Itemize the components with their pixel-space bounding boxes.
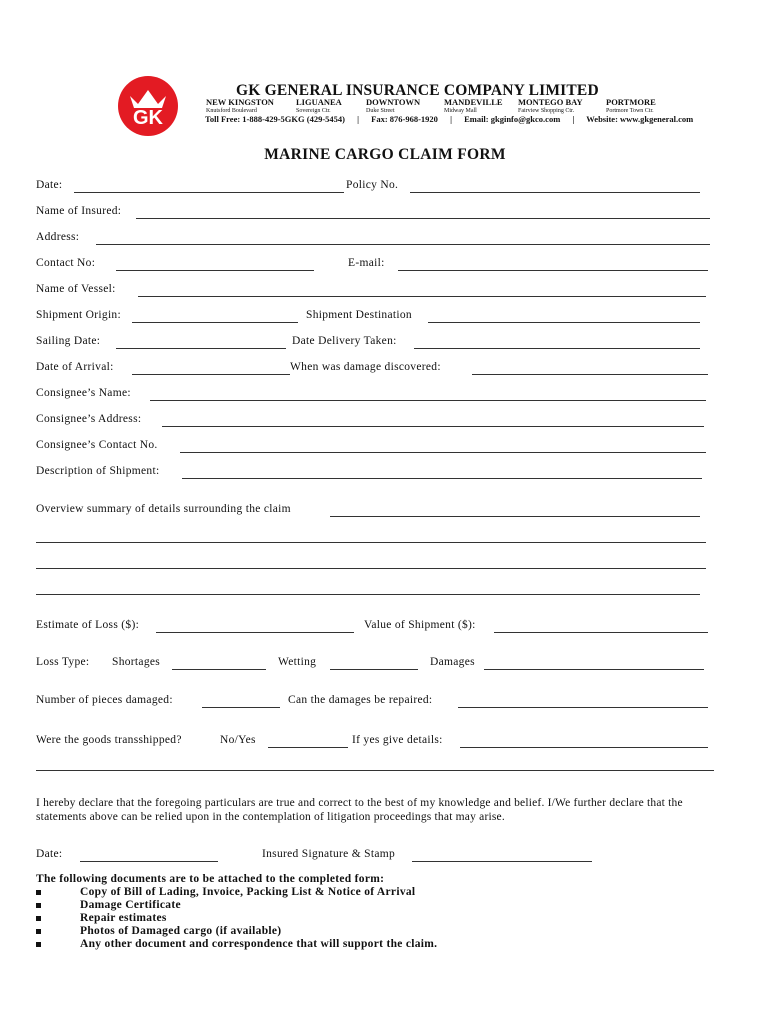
overview-line-2[interactable] xyxy=(36,568,706,569)
toll-free-number: Toll Free: 1-888-429-5GKG (429-5454) xyxy=(205,114,345,124)
signature-label: Insured Signature & Stamp xyxy=(262,848,396,860)
description-label: Description of Shipment: xyxy=(36,465,160,477)
details-label: If yes give details: xyxy=(352,734,443,746)
origin-label: Shipment Origin: xyxy=(36,309,121,321)
bullet-icon xyxy=(36,903,41,908)
fax-number: Fax: 876-968-1920 xyxy=(371,114,438,124)
date-field[interactable] xyxy=(74,192,344,193)
damages-label: Damages xyxy=(430,656,475,668)
sailing-field[interactable] xyxy=(116,348,286,349)
policy-label: Policy No. xyxy=(346,179,399,191)
damages-field[interactable] xyxy=(484,669,704,670)
location-downtown: DOWNTOWN Duke Street xyxy=(366,97,421,114)
consignee-contact-label: Consignee’s Contact No. xyxy=(36,439,158,451)
attachments-list xyxy=(36,886,437,951)
contact-label: Contact No: xyxy=(36,257,96,269)
consignee-name-label: Consignee’s Name: xyxy=(36,387,131,399)
insured-field[interactable] xyxy=(136,218,710,219)
damage-discovered-label: When was damage discovered: xyxy=(290,361,441,373)
origin-field[interactable] xyxy=(132,322,298,323)
wetting-label: Wetting xyxy=(278,656,317,668)
damage-discovered-field[interactable] xyxy=(472,374,708,375)
pieces-field[interactable] xyxy=(202,707,280,708)
insured-label: Name of Insured: xyxy=(36,205,122,217)
loss-type-label: Loss Type: xyxy=(36,656,90,668)
details-field[interactable] xyxy=(460,747,708,748)
value-label: Value of Shipment ($): xyxy=(364,619,476,631)
overview-line-1[interactable] xyxy=(36,542,706,543)
attachments-heading: The following documents are to be attached to the completed form: xyxy=(36,873,385,885)
bullet-icon xyxy=(36,890,41,895)
attachment-item: Repair estimates xyxy=(36,912,437,925)
details-line-2[interactable] xyxy=(36,770,714,771)
separator: | xyxy=(357,114,359,124)
vessel-label: Name of Vessel: xyxy=(36,283,116,295)
policy-field[interactable] xyxy=(410,192,700,193)
repaired-field[interactable] xyxy=(458,707,708,708)
company-name: GK GENERAL INSURANCE COMPANY LIMITED xyxy=(236,82,599,99)
separator: | xyxy=(450,114,452,124)
separator: | xyxy=(572,114,575,124)
value-field[interactable] xyxy=(494,632,708,633)
overview-line-3[interactable] xyxy=(36,594,700,595)
signature-field[interactable] xyxy=(412,861,592,862)
bullet-icon xyxy=(36,929,41,934)
destination-field[interactable] xyxy=(428,322,700,323)
attachment-item: Copy of Bill of Lading, Invoice, Packing List & Notice of Arrival xyxy=(36,886,437,899)
attachment-item: Any other document and correspondence that will support the claim. xyxy=(36,938,437,951)
pieces-label: Number of pieces damaged: xyxy=(36,694,173,706)
sailing-label: Sailing Date: xyxy=(36,335,101,347)
company-logo xyxy=(116,74,180,138)
date-label: Date: xyxy=(36,179,63,191)
destination-label: Shipment Destination xyxy=(306,309,412,321)
website: Website: www.gkgeneral.com xyxy=(586,114,694,124)
attachment-item: Damage Certificate xyxy=(36,899,437,912)
shortages-field[interactable] xyxy=(172,669,266,670)
email-field[interactable] xyxy=(398,270,708,271)
location-mandeville: MANDEVILLE Midway Mall xyxy=(444,97,503,114)
arrival-label: Date of Arrival: xyxy=(36,361,114,373)
location-montego-bay: MONTEGO BAY Fairview Shopping Ctr. xyxy=(518,97,583,114)
address-label: Address: xyxy=(36,231,80,243)
vessel-field[interactable] xyxy=(138,296,706,297)
wetting-field[interactable] xyxy=(330,669,418,670)
signature-date-field[interactable] xyxy=(80,861,218,862)
bullet-icon xyxy=(36,942,41,947)
location-new-kingston: NEW KINGSTON Knutsford Boulevard xyxy=(206,97,274,114)
noyes-label: No/Yes xyxy=(220,734,256,746)
logo-text: GK xyxy=(133,107,163,129)
estimate-field[interactable] xyxy=(156,632,354,633)
declaration-text: I hereby declare that the foregoing particulars are true and correct to the best of my knowledge and belief. I/We further declare that the statements above can be relied upon in the contemplation of litigation proceedings that may arise. xyxy=(36,797,683,823)
signature-date-label: Date: xyxy=(36,848,63,860)
consignee-contact-field[interactable] xyxy=(180,452,706,453)
overview-field[interactable] xyxy=(330,516,700,517)
address-field[interactable] xyxy=(96,244,710,245)
email-label: E-mail: xyxy=(348,257,385,269)
overview-label: Overview summary of details surrounding the claim xyxy=(36,503,291,515)
estimate-label: Estimate of Loss ($): xyxy=(36,619,140,631)
consignee-address-field[interactable] xyxy=(162,426,704,427)
contact-field[interactable] xyxy=(116,270,314,271)
consignee-name-field[interactable] xyxy=(150,400,706,401)
form-title: MARINE CARGO CLAIM FORM xyxy=(264,146,506,163)
delivery-label: Date Delivery Taken: xyxy=(292,335,397,347)
email-address: Email: gkginfo@gkco.com xyxy=(464,114,561,124)
contact-bar xyxy=(205,114,703,124)
repaired-label: Can the damages be repaired: xyxy=(288,694,433,706)
bullet-icon xyxy=(36,916,41,921)
transshipped-label: Were the goods transshipped? xyxy=(36,734,182,746)
delivery-field[interactable] xyxy=(414,348,700,349)
location-portmore: PORTMORE Portmore Town Ctr. xyxy=(606,97,656,114)
attachment-item: Photos of Damaged cargo (if available) xyxy=(36,925,437,938)
location-liguanea: LIGUANEA Sovereign Ctr. xyxy=(296,97,342,114)
shortages-label: Shortages xyxy=(112,656,161,668)
arrival-field[interactable] xyxy=(132,374,290,375)
consignee-address-label: Consignee’s Address: xyxy=(36,413,142,425)
description-field[interactable] xyxy=(182,478,702,479)
noyes-field[interactable] xyxy=(268,747,348,748)
